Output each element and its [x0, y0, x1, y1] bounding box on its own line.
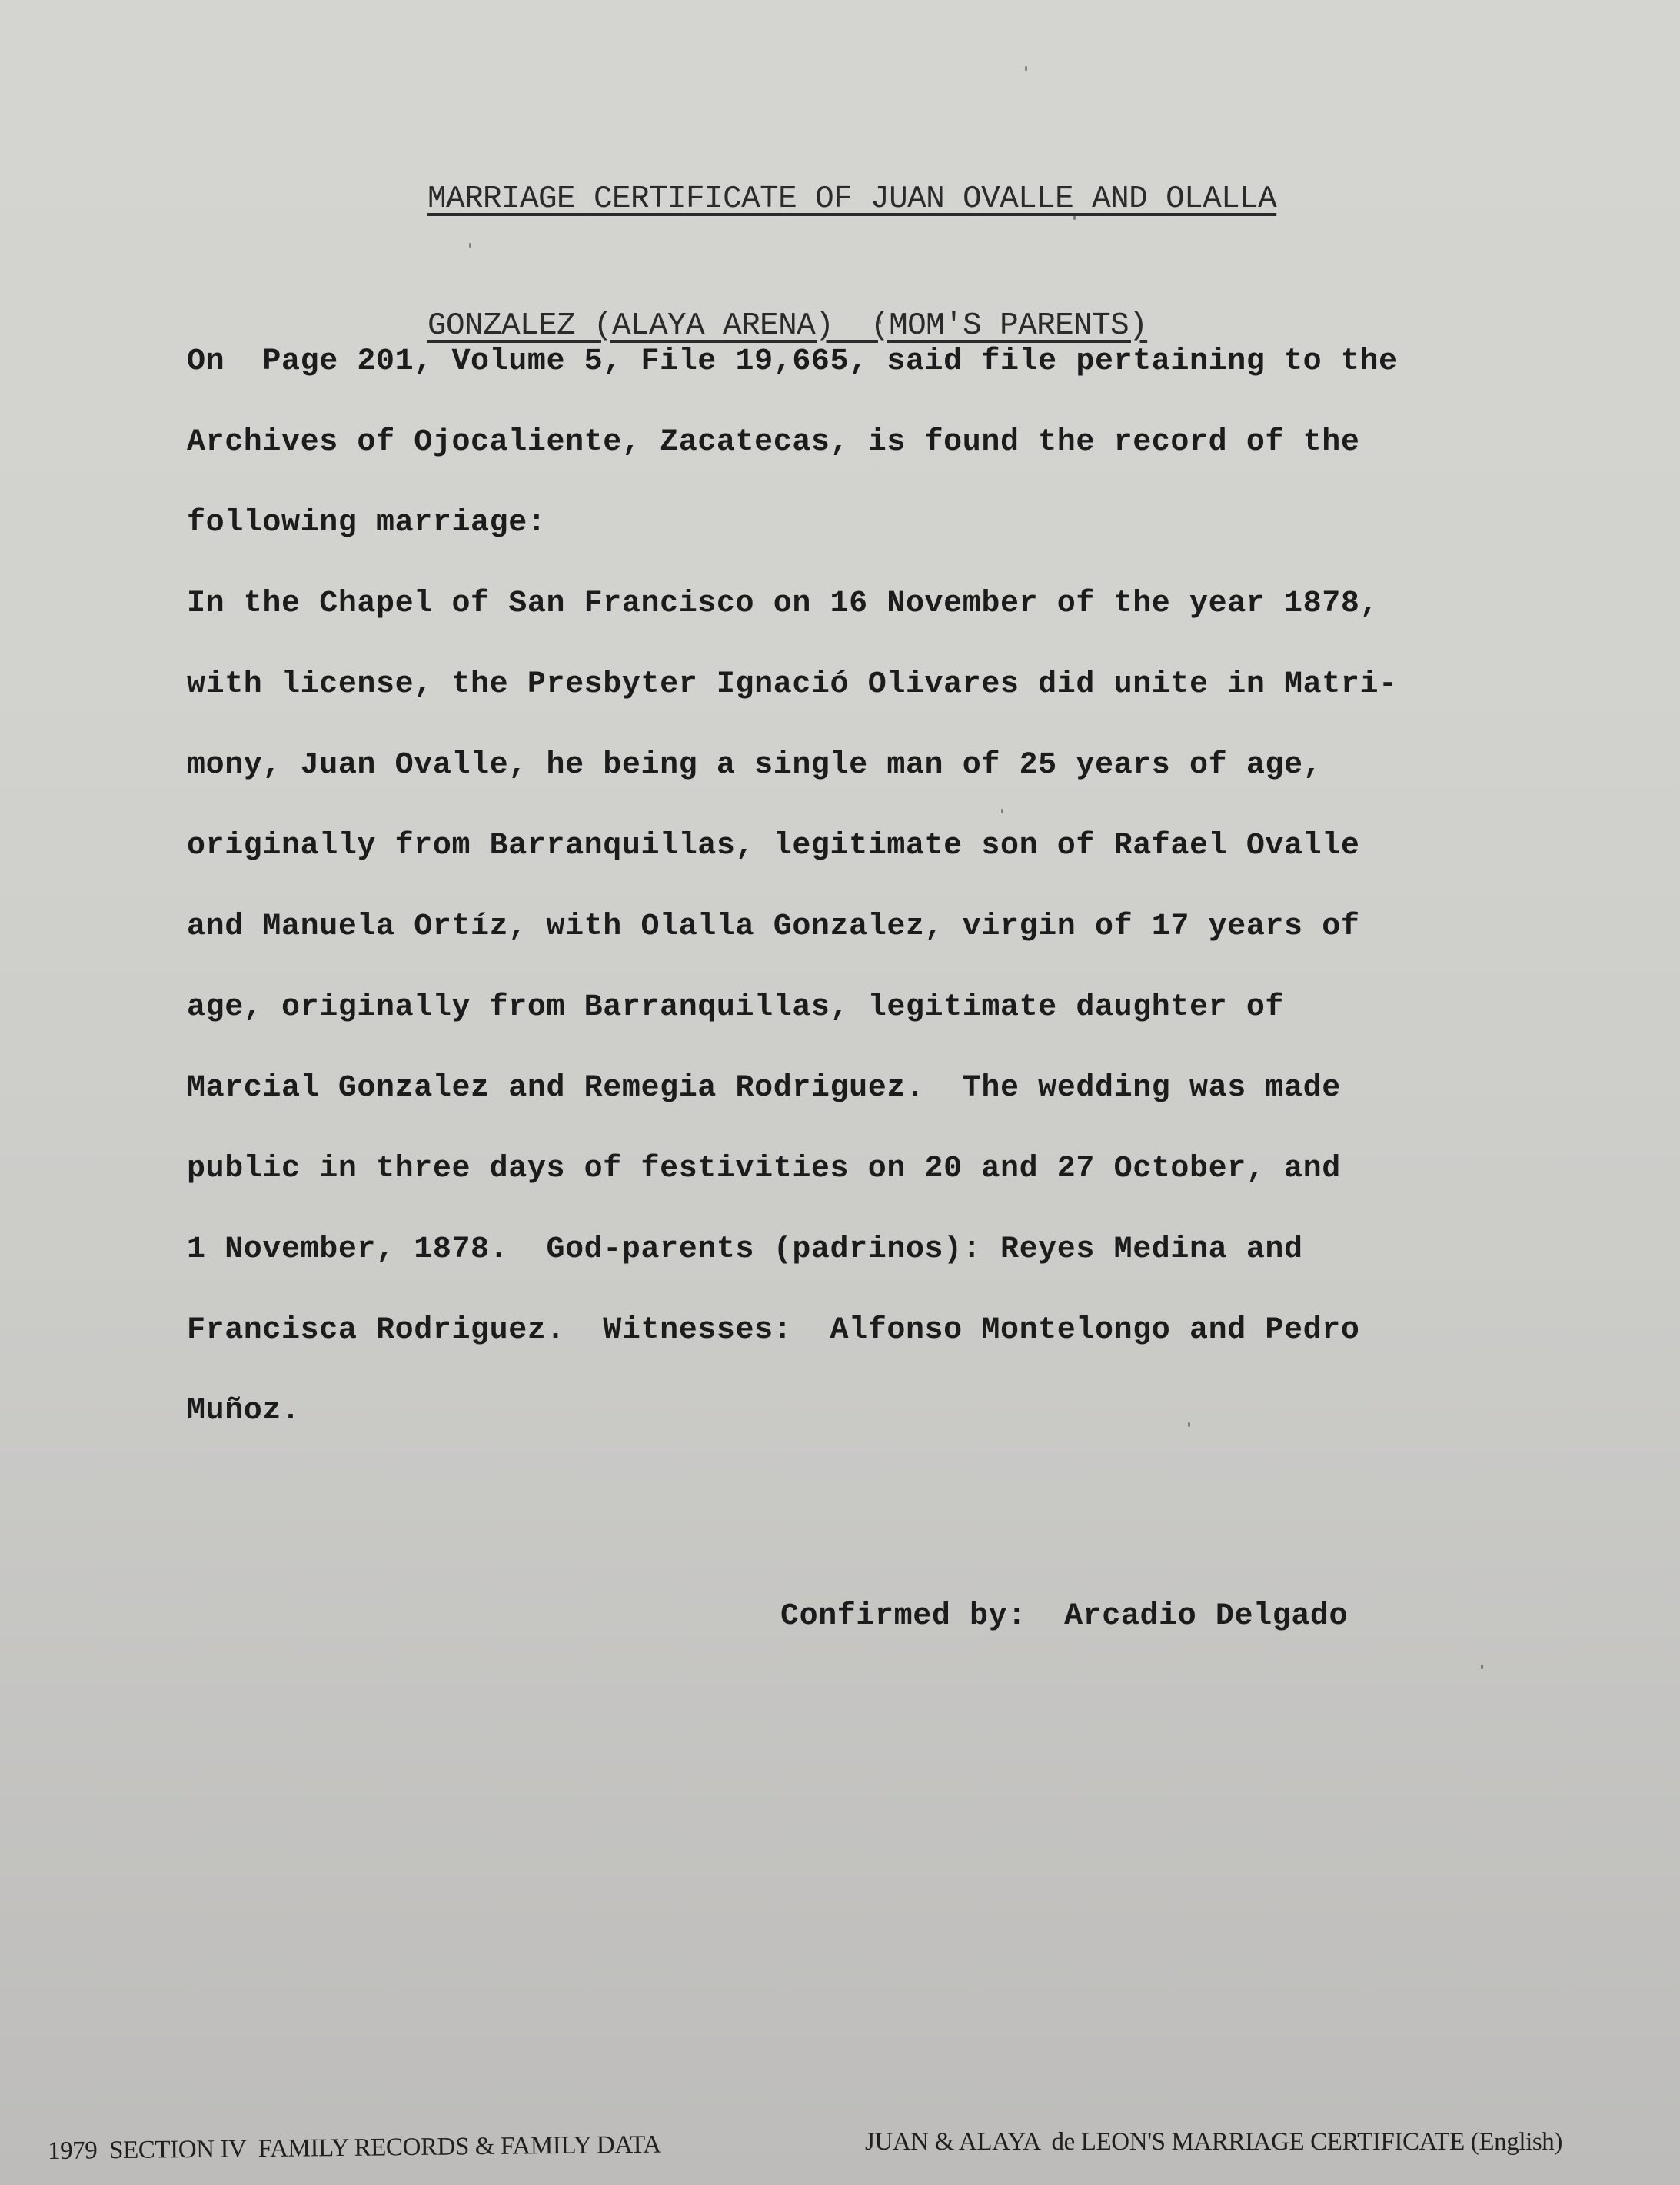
- body-line: In the Chapel of San Francisco on 16 November of the year 1878,: [187, 587, 1379, 621]
- body-line: and Manuela Ortíz, with Olalla Gonzalez, virgin of 17 years of: [187, 910, 1360, 944]
- paper-speck: [1025, 66, 1027, 71]
- footer-section-label: 1979 SECTION IV FAMILY RECORDS & FAMILY DATA: [47, 2130, 661, 2165]
- body-line: Muñoz.: [187, 1394, 301, 1428]
- body-line: Francisca Rodriguez. Witnesses: Alfonso Montelongo and Pedro: [187, 1313, 1360, 1348]
- confirmation-name: Arcadio Delgado: [1064, 1599, 1349, 1634]
- body-line: with license, the Presbyter Ignació Olivares did unite in Matri-: [187, 667, 1398, 702]
- body-line: Marcial Gonzalez and Remegia Rodriguez. The wedding was made: [187, 1071, 1341, 1106]
- body-line: following marriage:: [187, 506, 547, 540]
- body-line: On Page 201, Volume 5, File 19,665, said file pertaining to the: [187, 344, 1398, 379]
- body-line: mony, Juan Ovalle, he being a single man of 25 years of age,: [187, 748, 1322, 783]
- paper-speck: [1481, 1665, 1483, 1669]
- body-line: age, originally from Barranquillas, legitimate daughter of: [187, 990, 1285, 1025]
- certificate-body: [187, 337, 1540, 1467]
- confirmation-line: [780, 1599, 1348, 1634]
- title-line-1: MARRIAGE CERTIFICATE OF JUAN OVALLE AND OLALLA: [427, 181, 1277, 217]
- footer-document-label: JUAN & ALAYA de LEON'S MARRIAGE CERTIFICATE (English): [865, 2128, 1562, 2156]
- body-line: Archives of Ojocaliente, Zacatecas, is found the record of the: [187, 425, 1360, 460]
- confirmation-label: Confirmed by:: [780, 1599, 1026, 1634]
- body-line: 1 November, 1878. God-parents (padrinos): Reyes Medina and: [187, 1232, 1303, 1267]
- body-line: originally from Barranquillas, legitimate son of Rafael Ovalle: [187, 829, 1360, 863]
- body-line: public in three days of festivities on 20 and 27 October, and: [187, 1152, 1341, 1186]
- title-line-2: GONZALEZ (ALAYA ARENA) (MOM'S PARENTS): [427, 308, 1148, 344]
